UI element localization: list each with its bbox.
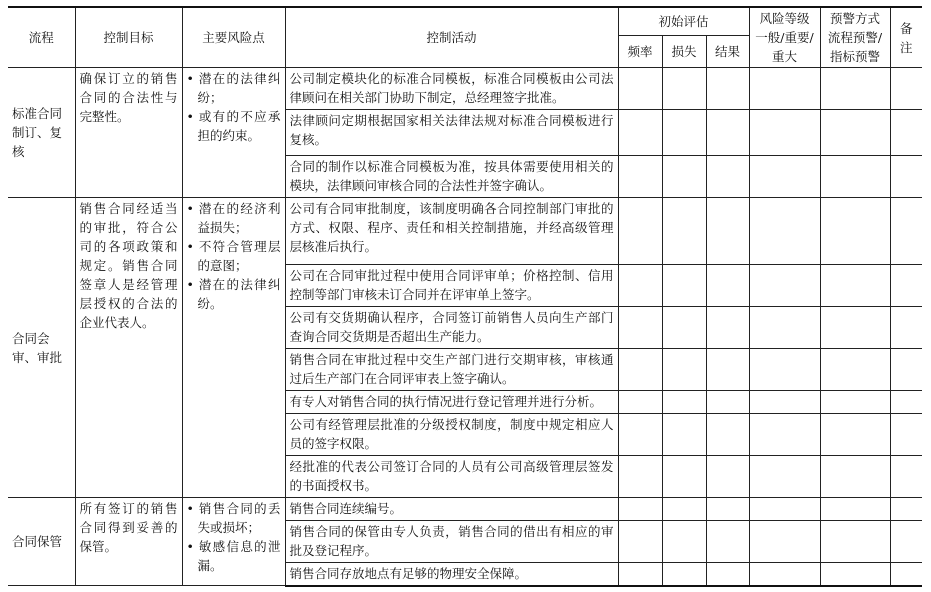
- control-activity-cell: 公司有合同审批制度，该制度明确各合同控制部门审批的方式、权限、程序、责任和相关控制措施，并经高级管理层核准后执行。: [285, 198, 618, 265]
- risk-item: • 不符合管理层的意图；: [187, 237, 281, 275]
- table-row: [8, 198, 922, 265]
- loss-cell: [662, 456, 706, 498]
- risk-level-cell: [749, 456, 820, 498]
- risk-control-matrix-table: [8, 6, 922, 587]
- header-initial-assessment: 初始评估: [618, 7, 749, 36]
- remarks-cell: [890, 456, 922, 498]
- header-warning-method: 预警方式流程预警/指标预警: [820, 7, 890, 68]
- frequency-cell: [618, 265, 662, 307]
- risk-item: • 销售合同的丢失或损坏；: [187, 499, 281, 537]
- warning-method-cell: [820, 307, 890, 349]
- frequency-cell: [618, 110, 662, 156]
- loss-cell: [662, 414, 706, 456]
- control-activity-cell: 公司有交货期确认程序，合同签订前销售人员向生产部门查询合同交货期是否超出生产能力。: [285, 307, 618, 349]
- loss-cell: [662, 110, 706, 156]
- remarks-cell: [890, 563, 922, 586]
- frequency-cell: [618, 521, 662, 563]
- main-risk-cell: [182, 68, 285, 198]
- frequency-cell: [618, 198, 662, 265]
- risk-level-cell: [749, 68, 820, 110]
- control-activity-cell: 公司在合同审批过程中使用合同评审单；价格控制、信用控制等部门审核未订合同并在评审单上签字。: [285, 265, 618, 307]
- loss-cell: [662, 521, 706, 563]
- remarks-cell: [890, 391, 922, 414]
- process-cell: 合同会审、审批: [8, 198, 75, 498]
- control-activity-cell: 有专人对销售合同的执行情况进行登记管理并进行分析。: [285, 391, 618, 414]
- table-row: [8, 498, 922, 521]
- control-activity-cell: 经批准的代表公司签订合同的人员有公司高级管理层签发的书面授权书。: [285, 456, 618, 498]
- warning-method-cell: [820, 456, 890, 498]
- frequency-cell: [618, 498, 662, 521]
- result-cell: [706, 456, 749, 498]
- risk-list: [187, 69, 281, 145]
- loss-cell: [662, 68, 706, 110]
- control-goal-cell: 确保订立的销售合同的合法性与完整性。: [75, 68, 182, 198]
- header-control-activity: 控制活动: [285, 7, 618, 68]
- warning-method-cell: [820, 349, 890, 391]
- main-risk-cell: [182, 198, 285, 498]
- warning-method-cell: [820, 156, 890, 198]
- risk-item: • 或有的不应承担的约束。: [187, 107, 281, 145]
- remarks-cell: [890, 498, 922, 521]
- control-activity-cell: 销售合同在审批过程中交生产部门进行交期审核，审核通过后生产部门在合同评审表上签字确认。: [285, 349, 618, 391]
- warning-method-cell: [820, 498, 890, 521]
- result-cell: [706, 156, 749, 198]
- risk-level-cell: [749, 563, 820, 586]
- warning-method-cell: [820, 414, 890, 456]
- frequency-cell: [618, 414, 662, 456]
- loss-cell: [662, 349, 706, 391]
- frequency-cell: [618, 307, 662, 349]
- header-loss: 损失: [662, 36, 706, 68]
- remarks-cell: [890, 521, 922, 563]
- risk-list: [187, 199, 281, 313]
- frequency-cell: [618, 349, 662, 391]
- result-cell: [706, 307, 749, 349]
- warning-method-cell: [820, 391, 890, 414]
- result-cell: [706, 391, 749, 414]
- frequency-cell: [618, 563, 662, 586]
- result-cell: [706, 414, 749, 456]
- frequency-cell: [618, 68, 662, 110]
- risk-level-cell: [749, 265, 820, 307]
- remarks-cell: [890, 307, 922, 349]
- header-main-risk: 主要风险点: [182, 7, 285, 68]
- warning-method-cell: [820, 68, 890, 110]
- control-activity-cell: 合同的制作以标准合同模板为准，按具体需要使用相关的模块，法律顾问审核合同的合法性并签字确认。: [285, 156, 618, 198]
- risk-level-cell: [749, 498, 820, 521]
- result-cell: [706, 563, 749, 586]
- header-risk-level: 风险等级一般/重要/重大: [749, 7, 820, 68]
- loss-cell: [662, 563, 706, 586]
- control-goal-cell: 销售合同经适当的审批，符合公司的各项政策和规定。销售合同签章人是经管理层授权的合法的企业代表人。: [75, 198, 182, 498]
- control-activity-cell: 销售合同存放地点有足够的物理安全保障。: [285, 563, 618, 586]
- warning-method-cell: [820, 521, 890, 563]
- remarks-cell: [890, 414, 922, 456]
- result-cell: [706, 68, 749, 110]
- risk-level-cell: [749, 391, 820, 414]
- remarks-cell: [890, 156, 922, 198]
- risk-level-cell: [749, 414, 820, 456]
- table-row: [8, 68, 922, 110]
- header-control-goal: 控制目标: [75, 7, 182, 68]
- control-activity-cell: 法律顾问定期根据国家相关法律法规对标准合同模板进行复核。: [285, 110, 618, 156]
- warning-method-cell: [820, 265, 890, 307]
- control-activity-cell: 公司有经管理层批准的分级授权制度，制度中规定相应人员的签字权限。: [285, 414, 618, 456]
- remarks-cell: [890, 349, 922, 391]
- risk-item: • 敏感信息的泄漏。: [187, 537, 281, 575]
- result-cell: [706, 521, 749, 563]
- loss-cell: [662, 198, 706, 265]
- result-cell: [706, 198, 749, 265]
- control-goal-cell: 所有签订的销售合同得到妥善的保管。: [75, 498, 182, 586]
- warning-method-cell: [820, 563, 890, 586]
- frequency-cell: [618, 456, 662, 498]
- control-activity-cell: 销售合同连续编号。: [285, 498, 618, 521]
- remarks-cell: [890, 110, 922, 156]
- frequency-cell: [618, 391, 662, 414]
- risk-item: • 潜在的法律纠纷；: [187, 69, 281, 107]
- process-cell: 标准合同制订、复核: [8, 68, 75, 198]
- risk-level-cell: [749, 198, 820, 265]
- risk-item: • 潜在的经济利益损失；: [187, 199, 281, 237]
- warning-method-cell: [820, 110, 890, 156]
- header-process: 流程: [8, 7, 75, 68]
- risk-level-cell: [749, 349, 820, 391]
- result-cell: [706, 265, 749, 307]
- risk-item: • 潜在的法律纠纷。: [187, 275, 281, 313]
- result-cell: [706, 498, 749, 521]
- loss-cell: [662, 498, 706, 521]
- control-activity-cell: 销售合同的保管由专人负责，销售合同的借出有相应的审批及登记程序。: [285, 521, 618, 563]
- loss-cell: [662, 156, 706, 198]
- risk-level-cell: [749, 521, 820, 563]
- process-cell: 合同保管: [8, 498, 75, 586]
- frequency-cell: [618, 156, 662, 198]
- loss-cell: [662, 265, 706, 307]
- remarks-cell: [890, 68, 922, 110]
- loss-cell: [662, 391, 706, 414]
- header-frequency: 频率: [618, 36, 662, 68]
- result-cell: [706, 110, 749, 156]
- result-cell: [706, 349, 749, 391]
- header-result: 结果: [706, 36, 749, 68]
- loss-cell: [662, 307, 706, 349]
- risk-level-cell: [749, 156, 820, 198]
- remarks-cell: [890, 265, 922, 307]
- warning-method-cell: [820, 198, 890, 265]
- main-risk-cell: [182, 498, 285, 586]
- remarks-cell: [890, 198, 922, 265]
- control-activity-cell: 公司制定模块化的标准合同模板，标准合同模板由公司法律顾问在相关部门协助下制定，总经理签字批准。: [285, 68, 618, 110]
- risk-level-cell: [749, 110, 820, 156]
- risk-list: [187, 499, 281, 575]
- header-remarks: 备注: [890, 7, 922, 68]
- risk-level-cell: [749, 307, 820, 349]
